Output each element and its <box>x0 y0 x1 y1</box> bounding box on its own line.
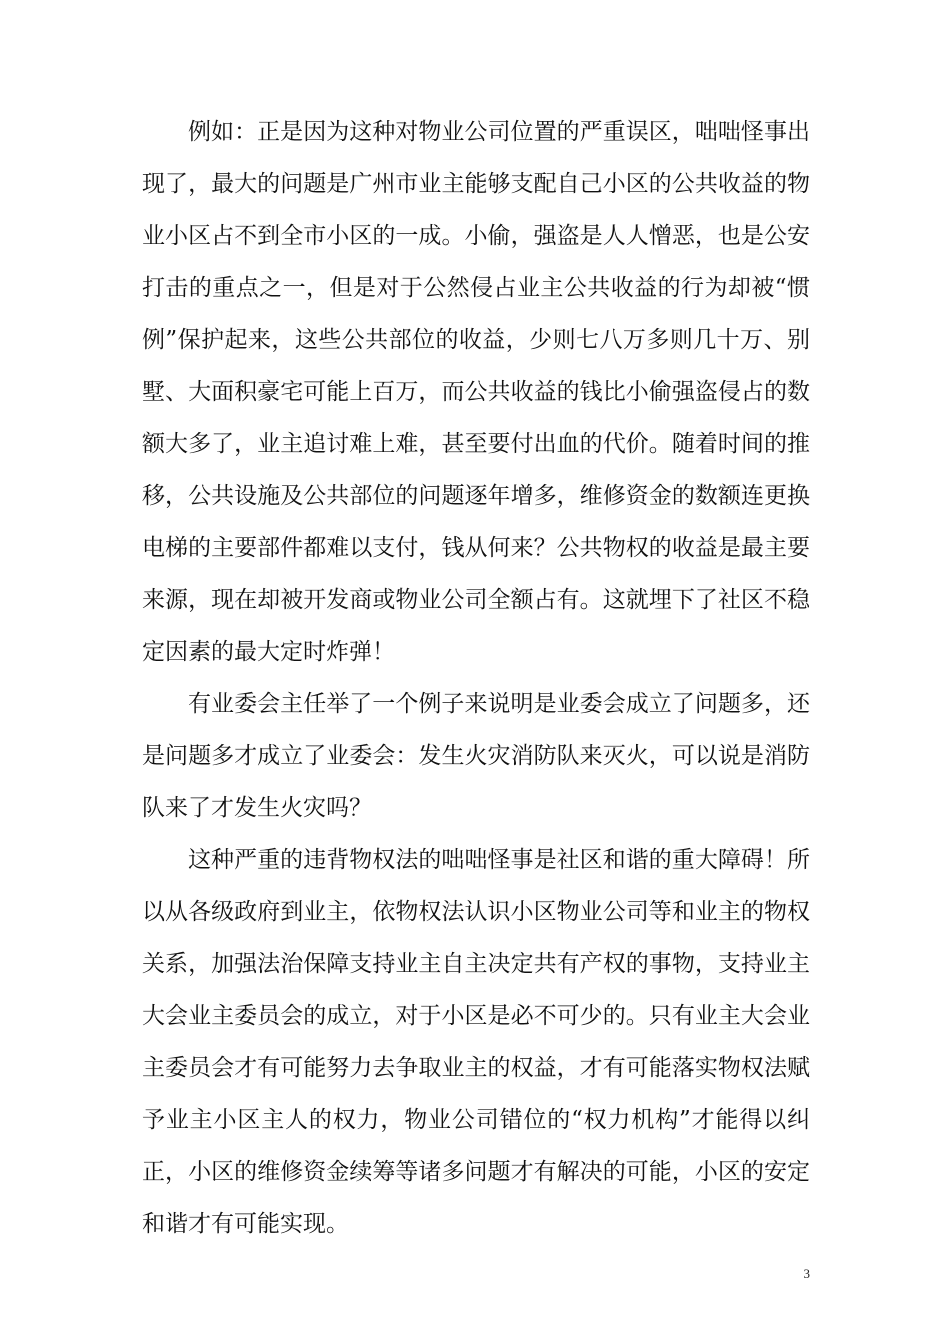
paragraph-3: 这种严重的违背物权法的咄咄怪事是社区和谐的重大障碍！所以从各级政府到业主，依物权法认识小区物业公司等和业主的物权关系，加强法治保障支持业主自主决定共有产权的事物，支持业主大会业主委员会的成立，对于小区是必不可少的。只有业主大会业主委员会才有可能努力去争取业主的权益，才有可能落实物权法赋予业主小区主人的权力，物业公司错位的“权力机构”才能得以纠正，小区的维修资金续筹等诸多问题才有解决的可能，小区的安定和谐才有可能实现。 <box>142 847 810 1237</box>
body-text <box>142 106 810 1250</box>
paragraph-1: 例如：正是因为这种对物业公司位置的严重误区，咄咄怪事出现了，最大的问题是广州市业主能够支配自己小区的公共收益的物业小区占不到全市小区的一成。小偷，强盗是人人憎恶，也是公安打击的重点之一，但是对于公然侵占业主公共收益的行为却被“惯例”保护起来，这些公共部位的收益，少则七八万多则几十万、别墅、大面积豪宅可能上百万，而公共收益的钱比小偷强盗侵占的数额大多了，业主追讨难上难，甚至要付出血的代价。随着时间的推移，公共设施及公共部位的问题逐年增多，维修资金的数额连更换电梯的主要部件都难以支付，钱从何来？公共物权的收益是最主要来源，现在却被开发商或物业公司全额占有。这就埋下了社区不稳定因素的最大定时炸弹！ <box>142 119 810 665</box>
paragraph-2: 有业委会主任举了一个例子来说明是业委会成立了问题多，还是问题多才成立了业委会：发生火灾消防队来灭火，可以说是消防队来了才发生火灾吗？ <box>142 691 810 821</box>
page-number: 3 <box>803 1266 810 1281</box>
